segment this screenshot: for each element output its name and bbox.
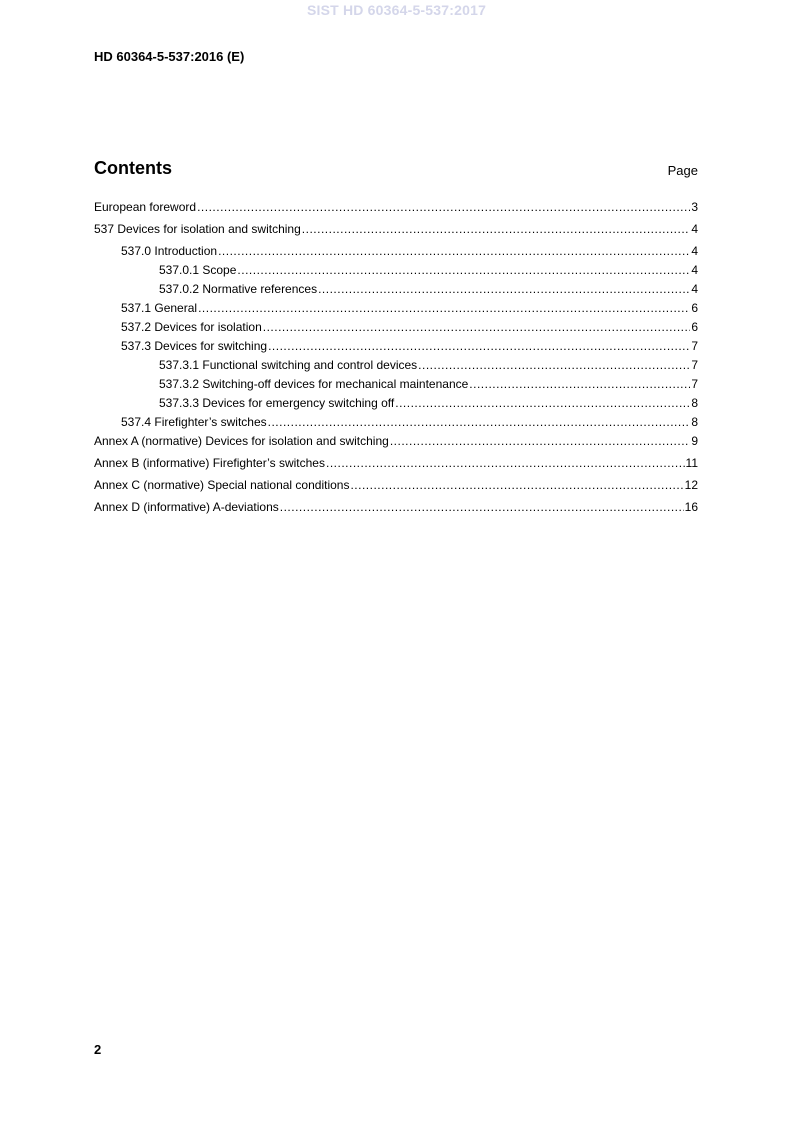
toc-entry-title: 537.2 Devices for isolation <box>121 320 262 334</box>
toc-dot-leader <box>237 263 690 278</box>
toc-entry-page: 3 <box>691 200 698 214</box>
toc-entry-title: 537.0.1 Scope <box>159 263 237 277</box>
toc-entry-537[interactable] <box>94 222 698 237</box>
toc-entry-537-3-1[interactable] <box>94 358 698 373</box>
toc-dot-leader <box>350 478 683 493</box>
toc-entry-page: 11 <box>685 456 698 470</box>
toc-entry-title: 537 Devices for isolation and switching <box>94 222 301 236</box>
toc-dot-leader <box>326 456 685 471</box>
toc-entry-annex-a[interactable] <box>94 434 698 449</box>
toc-entry-page: 8 <box>691 415 698 429</box>
toc-entry-title: European foreword <box>94 200 197 214</box>
toc-dot-leader <box>418 358 690 373</box>
toc-entry-page: 4 <box>691 263 698 277</box>
toc-entry-537-3[interactable] <box>94 339 698 354</box>
toc-dot-leader <box>198 301 690 316</box>
toc-dot-leader <box>395 396 690 411</box>
toc-entry-title: 537.3.2 Switching-off devices for mechanical maintenance <box>159 377 469 391</box>
page-column-label: Page <box>667 163 698 178</box>
toc-dot-leader <box>268 339 690 354</box>
toc-entry-537-0-1[interactable] <box>94 263 698 278</box>
toc-entry-page: 7 <box>691 339 698 353</box>
toc-entry-title: Annex D (informative) A-deviations <box>94 500 279 514</box>
toc-entry-page: 6 <box>691 301 698 315</box>
toc-entry-page: 7 <box>691 377 698 391</box>
toc-dot-leader <box>197 200 690 215</box>
toc-entry-537-3-2[interactable] <box>94 377 698 392</box>
toc-dot-leader <box>318 282 690 297</box>
toc-entry-title: 537.0.2 Normative references <box>159 282 318 296</box>
toc-entry-title: Annex C (normative) Special national conditions <box>94 478 350 492</box>
document-id-header: HD 60364-5-537:2016 (E) <box>94 49 245 64</box>
toc-dot-leader <box>268 415 691 430</box>
watermark: SIST HD 60364-5-537:2017 <box>306 2 487 18</box>
toc-entry-annex-b[interactable] <box>94 456 698 471</box>
toc-entry-page: 16 <box>684 500 698 514</box>
toc-entry-page: 4 <box>691 222 698 236</box>
toc-entry-annex-c[interactable] <box>94 478 698 493</box>
contents-heading-row <box>94 158 698 180</box>
toc-entry-page: 9 <box>691 434 698 448</box>
page-number: 2 <box>94 1042 102 1057</box>
table-of-contents <box>94 200 698 515</box>
toc-entry-title: 537.1 General <box>121 301 198 315</box>
toc-entry-537-1[interactable] <box>94 301 698 316</box>
toc-entry-537-0[interactable] <box>94 244 698 259</box>
toc-entry-title: Annex B (informative) Firefighter’s switches <box>94 456 325 470</box>
toc-dot-leader <box>302 222 691 237</box>
toc-entry-537-0-2[interactable] <box>94 282 698 297</box>
toc-entry-title: 537.3.1 Functional switching and control devices <box>159 358 418 372</box>
toc-entry-title: 537.0 Introduction <box>121 244 218 258</box>
toc-entry-page: 8 <box>691 396 698 410</box>
toc-dot-leader <box>390 434 691 449</box>
toc-dot-leader <box>263 320 691 335</box>
contents-title: Contents <box>94 158 172 178</box>
toc-entry-annex-d[interactable] <box>94 500 698 515</box>
toc-entry-title: 537.3.3 Devices for emergency switching off <box>159 396 395 410</box>
toc-entry-page: 4 <box>691 244 698 258</box>
toc-entry-537-2[interactable] <box>94 320 698 335</box>
toc-entry-537-3-3[interactable] <box>94 396 698 411</box>
toc-entry-title: 537.3 Devices for switching <box>121 339 268 353</box>
toc-entry-537-4[interactable] <box>94 415 698 430</box>
toc-entry-title: 537.4 Firefighter’s switches <box>121 415 267 429</box>
toc-entry-page: 6 <box>691 320 698 334</box>
toc-entry-page: 4 <box>691 282 698 296</box>
toc-entry-european-foreword[interactable] <box>94 200 698 215</box>
toc-entry-page: 7 <box>691 358 698 372</box>
toc-dot-leader <box>469 377 690 392</box>
toc-dot-leader <box>218 244 690 259</box>
toc-entry-title: Annex A (normative) Devices for isolation and switching <box>94 434 389 448</box>
toc-dot-leader <box>280 500 684 515</box>
toc-entry-page: 12 <box>684 478 698 492</box>
